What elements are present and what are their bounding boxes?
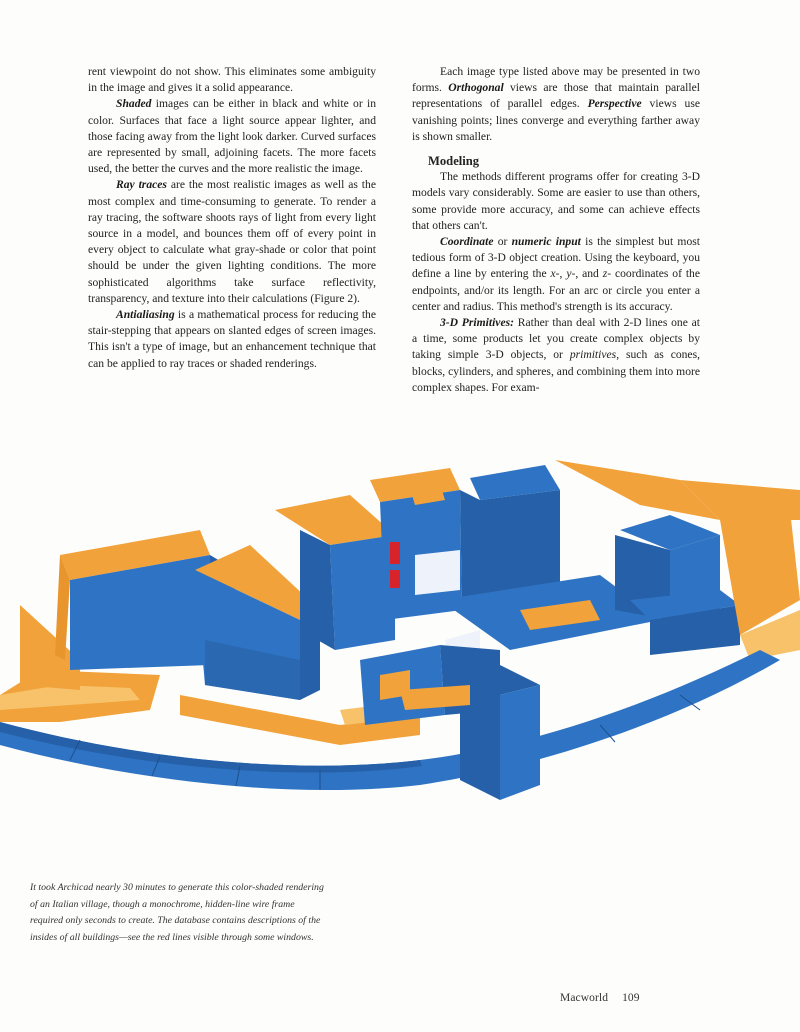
term-label: Antialiasing [116,308,175,322]
figure-caption: It took Archicad nearly 30 minutes to generate this color-shaded rendering of an Italian village, though a monochrome, hidden-line wire frame required only seconds to create. The database contains descriptions of the insides of all buildings—see the red lines visible through some windows. [30,882,324,943]
body-paragraph [412,169,700,234]
image-forms-paragraph [412,64,700,145]
body-text: is a mathematical process for reducing the stair-stepping that appears on slanted edges of screen images. This isn't a type of image, but an enhancement technique that can be applied to ray traces or shaded renderings. [88,308,376,370]
term-label: Coordinate [440,235,494,249]
modeling-body [412,169,700,396]
body-paragraph [88,307,376,372]
body-text: , [559,267,567,281]
body-text: is the simplest but most tedious form of 3-D object creation. Using the keyboard, you define a line by entering the [412,235,700,281]
emphasis-text: x- [550,267,560,281]
figure-italian-village-rendering [0,460,800,880]
term-label: numeric input [511,235,581,249]
term-label: Orthogonal [448,81,504,95]
page-number: 109 [622,992,640,1004]
left-column [88,64,376,372]
right-column [412,64,700,396]
body-paragraph [412,234,700,315]
body-text: or [493,235,512,249]
body-text: views are those that maintain parallel representations of parallel edges. [412,81,700,111]
body-paragraph [88,177,376,307]
term-label: Shaded [116,97,152,111]
section-heading-modeling: Modeling [428,154,480,169]
body-text: coordinates of the endpoints, and/or its length. For an arc or circle you enter a center and radius. This method's strength is its accuracy. [412,267,701,313]
term-label: 3-D Primitives: [440,316,514,330]
term-label: Ray traces [116,178,167,192]
page-footer [560,992,640,1004]
body-text: images can be either in black and white or in color. Surfaces that face a light source appear lighter, and those facing away from the light look darker. Curved surfaces are represented by small, adjoining facets. The more facets used, the better the curves and the more realistic the image. [88,97,376,176]
body-text: , such as cones, blocks, cylinders, and spheres, and combining them into more complex shapes. For exam- [412,348,700,394]
body-text: The methods different programs offer for creating 3-D models vary considerably. Some are easier to use than others, some provide more accuracy, and some can achieve effects that others can't. [412,170,700,232]
body-paragraph [412,315,700,396]
body-paragraph [88,64,376,96]
emphasis-text: y- [566,267,576,281]
term-label: Perspective [587,97,642,111]
body-text: are the most realistic images as well as the most complex and time-consuming to generate. To render a ray tracing, the software shoots rays of light from every light source in a model, and bounces them off of every point in every object to calculate what gray-shade or color that point should be under the given lighting conditions. The more sophisticated algorithms take surface reflectivity, transparency, and texture into their calculations (Figure 2). [88,178,376,305]
village-rendering [0,460,800,800]
body-text: , and [575,267,603,281]
body-text: Each image type listed above may be presented in two forms. [412,65,700,95]
magazine-name: Macworld [560,992,609,1004]
body-text: Rather than deal with 2-D lines one at a time, some products let you create complex objects by taking simple 3-D objects, or [412,316,700,362]
body-text: rent viewpoint do not show. This eliminates some ambiguity in the image and gives it a solid appearance. [88,65,376,95]
body-text: views use vanishing points; lines converge and everything farther away is shown smaller. [412,97,700,143]
emphasis-text: primitives [569,348,617,362]
emphasis-text: z- [602,267,612,281]
body-paragraph [88,96,376,177]
